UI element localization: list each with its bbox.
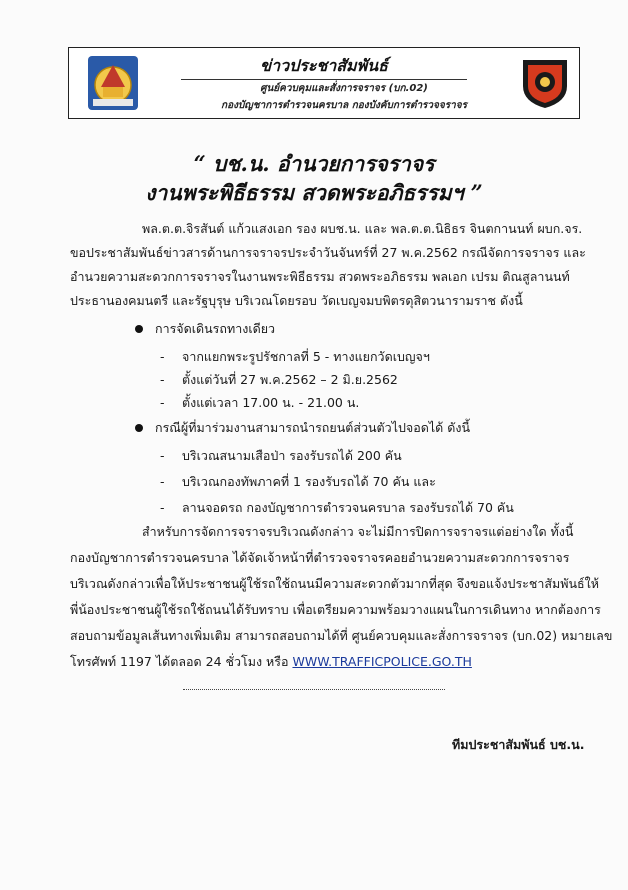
intro-line: อำนวยความสะดวกการจราจรในงานพระพิธีธรรม สวดพระอภิธรรม พลเอก เปรม ติณสูลานนท์ [70, 269, 570, 284]
headline-line-2: งานพระพิธีธรรม สวดพระอภิธรรมฯ ” [145, 180, 483, 205]
closing-line-contact [70, 652, 472, 672]
letterhead-org: กองบัญชาการตำรวจนครบาล กองบังคับการตำรวจจราจร [221, 100, 467, 111]
dotted-divider [183, 689, 445, 690]
closing-line: กองบัญชาการตำรวจนครบาล ได้จัดเจ้าหน้าที่ตำรวจจราจรคอยอำนวยความสะดวกการจราจร [70, 550, 570, 565]
intro-line: พล.ต.ต.จิรสันต์ แก้วแสงเอก รอง ผบช.น. และ พล.ต.ต.นิธิธร จินตกานนท์ ผบก.จร. [142, 221, 583, 236]
list-item: - ตั้งแต่เวลา 17.00 น. - 21.00 น. [160, 395, 360, 410]
signature: ทีมประชาสัมพันธ์ บช.น. [452, 737, 585, 752]
bullet-dot-icon [135, 325, 143, 333]
list-item: - บริเวณกองทัพภาคที่ 1 รองรับรถได้ 70 คัน และ [160, 474, 436, 489]
bullet-label: กรณีผู้ที่มาร่วมงานสามารถนำรถยนต์ส่วนตัวไปจอดได้ ดังนี้ [155, 420, 471, 435]
bullet-dot-icon [135, 424, 143, 432]
bullet-one-way [135, 319, 275, 339]
letterhead [68, 47, 580, 119]
letterhead-divider [181, 79, 467, 80]
closing-line: สำหรับการจัดการจราจรบริเวณดังกล่าว จะไม่มีการปิดการจราจรแต่อย่างใด ทั้งนี้ [142, 524, 574, 539]
intro-line: ประธานองคมนตรี และรัฐบุรุษ บริเวณโดยรอบ วัดเบญจมบพิตรดุสิตวนารามราช ดังนี้ [70, 293, 523, 308]
contact-text: โทรศัพท์ 1197 ได้ตลอด 24 ชั่วโมง หรือ [70, 654, 293, 669]
bullet-label: การจัดเดินรถทางเดียว [155, 321, 276, 336]
letterhead-title: ข่าวประชาสัมพันธ์ [260, 56, 388, 75]
closing-line: บริเวณดังกล่าวเพื่อให้ประชาชนผู้ใช้รถใช้ถนนมีความสะดวกตัวมากที่สุด จึงขอแจ้งประชาสัมพันธ์ให้ [70, 576, 600, 591]
headline-line-1: “ บช.น. อำนวยการจราจร [193, 151, 435, 176]
list-item: - จากแยกพระรูปรัชกาลที่ 5 - ทางแยกวัดเบญจฯ [160, 349, 430, 364]
closing-line: พี่น้องประชาชนผู้ใช้รถใช้ถนนได้รับทราบ เพื่อเตรียมความพร้อมวางแผนในการเดินทาง หากต้องการ [70, 602, 601, 617]
list-item: - ลานจอดรถ กองบัญชาการตำรวจนครบาล รองรับรถได้ 70 คัน [160, 500, 514, 515]
letterhead-subtitle: ศูนย์ควบคุมและสั่งการจราจร (บก.02) [260, 83, 428, 94]
intro-line: ขอประชาสัมพันธ์ข่าวสารด้านการจราจรประจำวันจันทร์ที่ 27 พ.ค.2562 กรณีจัดการจราจร และ [70, 245, 586, 260]
bullet-parking [135, 418, 470, 438]
website-link[interactable]: WWW.TRAFFICPOLICE.GO.TH [292, 654, 472, 669]
list-item: - บริเวณสนามเสือป่า รองรับรถได้ 200 คัน [160, 448, 402, 463]
list-item: - ตั้งแต่วันที่ 27 พ.ค.2562 – 2 มิ.ย.2562 [160, 372, 398, 387]
closing-line: สอบถามข้อมูลเส้นทางเพิ่มเติม สามารถสอบถามได้ที่ ศูนย์ควบคุมและสั่งการจราจร (บก.02) หมายเลข [70, 628, 613, 643]
